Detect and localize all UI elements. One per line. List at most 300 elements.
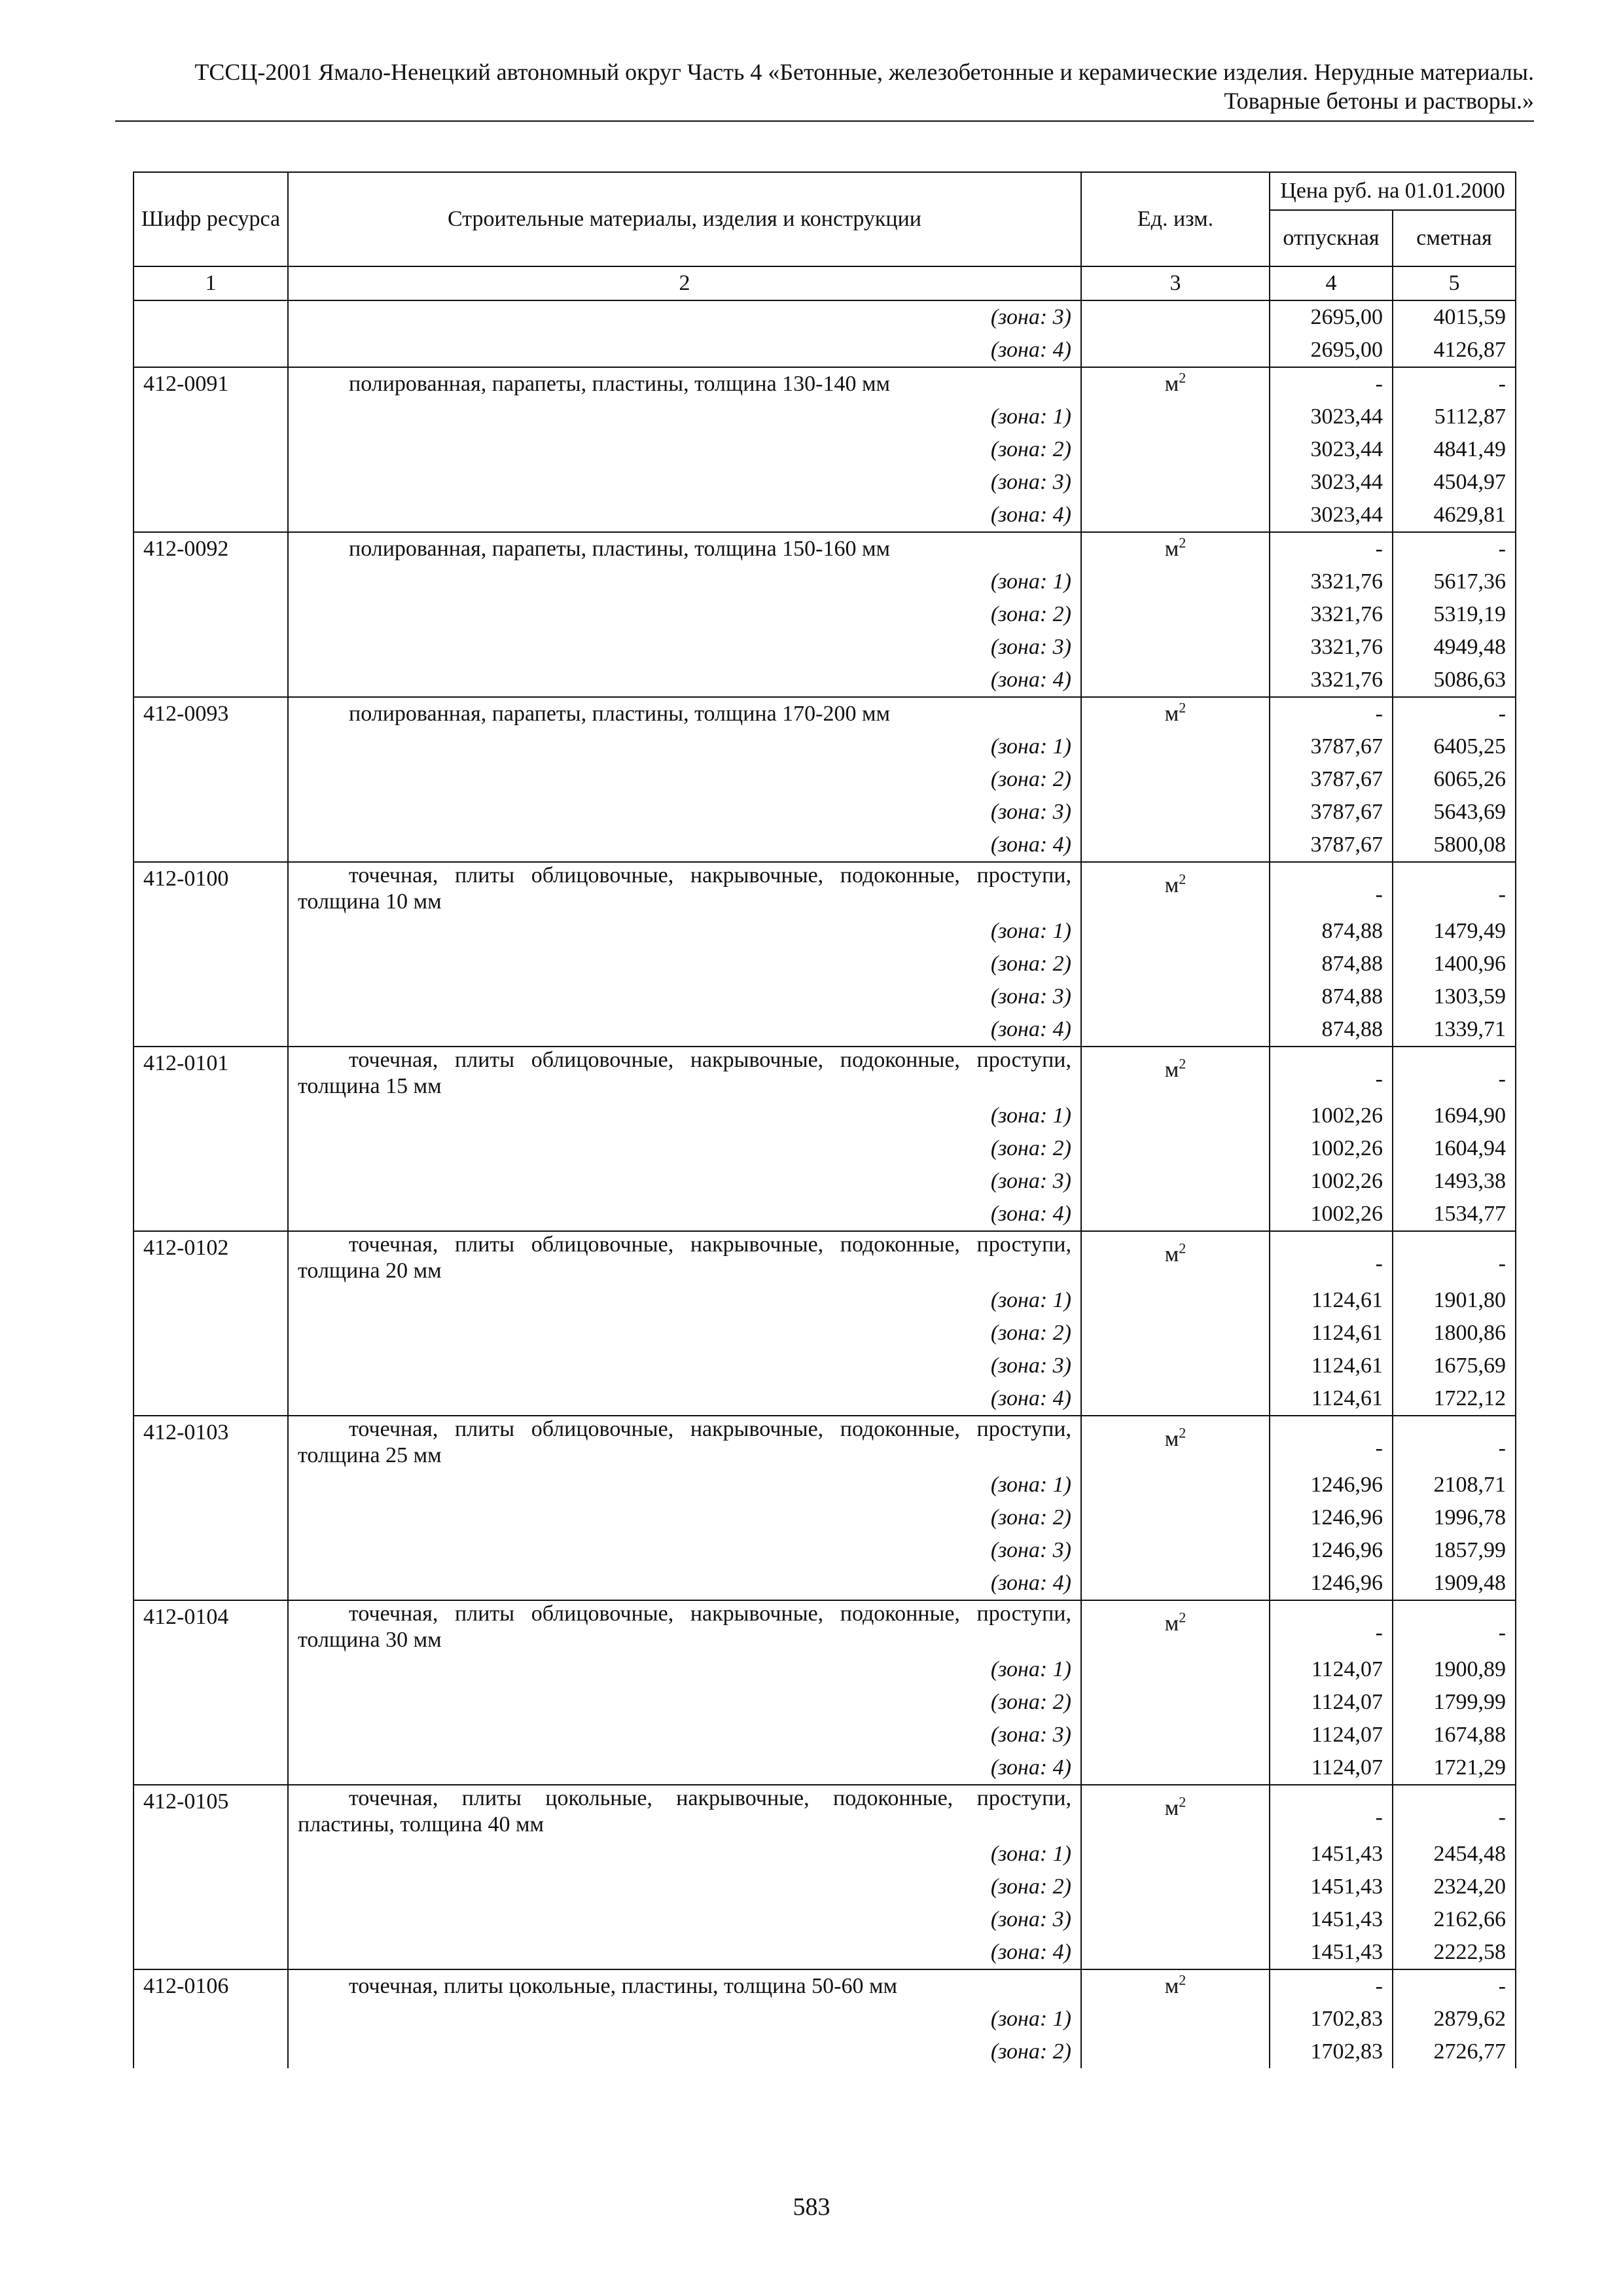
code-cell: [134, 1751, 288, 1785]
estimate-price: 1901,80: [1393, 1284, 1516, 1317]
resource-code: 412-0105: [134, 1785, 288, 1838]
unit-cell: [1081, 1469, 1270, 1501]
unit-base: м: [1164, 1974, 1179, 1998]
column-number-row: [134, 266, 1516, 300]
resource-code: 412-0102: [134, 1231, 288, 1284]
zone-label: (зона: 1): [288, 1100, 1081, 1132]
code-cell: [134, 1198, 288, 1231]
release-price: 874,88: [1270, 980, 1393, 1013]
price-table-body: [134, 300, 1516, 2068]
zone-label: (зона: 1): [288, 1284, 1081, 1317]
zone-row: [134, 1838, 1516, 1871]
zone-label: (зона: 2): [288, 433, 1081, 466]
estimate-price: 4841,49: [1393, 433, 1516, 466]
estimate-price: -: [1393, 532, 1516, 565]
estimate-price: 2324,20: [1393, 1871, 1516, 1903]
resource-code: 412-0106: [134, 1969, 288, 2003]
zone-label: (зона: 3): [288, 796, 1081, 829]
zone-row: [134, 1198, 1516, 1231]
unit-cell: [1081, 948, 1270, 980]
release-price: 1246,96: [1270, 1567, 1393, 1600]
zone-row: [134, 1350, 1516, 1382]
code-cell: [134, 829, 288, 862]
release-price: 3321,76: [1270, 565, 1393, 598]
zone-row: [134, 1501, 1516, 1534]
unit-exponent: 2: [1179, 870, 1186, 888]
estimate-price: -: [1393, 1231, 1516, 1284]
unit-cell: [1081, 598, 1270, 631]
unit-cell: [1081, 763, 1270, 796]
resource-code: 412-0100: [134, 862, 288, 915]
zone-label: (зона: 2): [288, 763, 1081, 796]
zone-row: [134, 730, 1516, 763]
code-cell: [134, 664, 288, 697]
unit-base: м: [1164, 1058, 1179, 1082]
estimate-price: 2879,62: [1393, 2003, 1516, 2036]
unit-of-measure: [1081, 367, 1270, 401]
zone-row: [134, 829, 1516, 862]
zone-row: [134, 1903, 1516, 1936]
item-row: [134, 697, 1516, 730]
zone-label: (зона: 4): [288, 1382, 1081, 1416]
release-price: 1124,07: [1270, 1751, 1393, 1785]
unit-cell: [1081, 1350, 1270, 1382]
zone-label: (зона: 4): [288, 499, 1081, 532]
release-price: 1451,43: [1270, 1871, 1393, 1903]
release-price: -: [1270, 697, 1393, 730]
unit-base: м: [1164, 1611, 1179, 1636]
release-price: -: [1270, 1416, 1393, 1469]
header-name: Строительные материалы, изделия и конструкции: [288, 172, 1081, 266]
zone-label: (зона: 2): [288, 2036, 1081, 2068]
unit-cell: [1081, 631, 1270, 664]
release-price: 1124,07: [1270, 1653, 1393, 1686]
code-cell: [134, 1534, 288, 1567]
release-price: -: [1270, 1600, 1393, 1653]
column-number: 5: [1393, 266, 1516, 300]
estimate-price: 4629,81: [1393, 499, 1516, 532]
column-number: 1: [134, 266, 288, 300]
unit-cell: [1081, 1871, 1270, 1903]
release-price: -: [1270, 862, 1393, 915]
release-price: 3787,67: [1270, 829, 1393, 862]
header-line-2: Товарные бетоны и растворы.»: [1224, 88, 1534, 114]
zone-label: (зона: 2): [288, 948, 1081, 980]
release-price: 1702,83: [1270, 2036, 1393, 2068]
code-cell: [134, 1317, 288, 1350]
estimate-price: 1675,69: [1393, 1350, 1516, 1382]
unit-cell: [1081, 1317, 1270, 1350]
column-number: 3: [1081, 266, 1270, 300]
unit-of-measure: [1081, 1969, 1270, 2003]
item-row: [134, 1231, 1516, 1284]
zone-row: [134, 1567, 1516, 1600]
unit-exponent: 2: [1179, 1424, 1186, 1441]
header-code: Шифр ресурса: [134, 172, 288, 266]
code-cell: [134, 565, 288, 598]
code-cell: [134, 1350, 288, 1382]
zone-label: (зона: 1): [288, 915, 1081, 948]
document-header: [115, 58, 1534, 115]
zone-label: (зона: 3): [288, 1165, 1081, 1198]
estimate-price: 4504,97: [1393, 466, 1516, 499]
zone-label: (зона: 2): [288, 1317, 1081, 1350]
resource-code: 412-0103: [134, 1416, 288, 1469]
unit-cell: [1081, 1100, 1270, 1132]
estimate-price: -: [1393, 1969, 1516, 2003]
zone-label: (зона: 3): [288, 631, 1081, 664]
code-cell: [134, 1013, 288, 1047]
unit-cell: [1081, 1284, 1270, 1317]
estimate-price: 1722,12: [1393, 1382, 1516, 1416]
zone-label: (зона: 2): [288, 1686, 1081, 1719]
unit-of-measure: [1081, 862, 1270, 915]
unit-cell: [1081, 1936, 1270, 1969]
unit-base: м: [1164, 1796, 1179, 1820]
code-cell: [134, 631, 288, 664]
estimate-price: 4949,48: [1393, 631, 1516, 664]
zone-row: [134, 2003, 1516, 2036]
estimate-price: 2222,58: [1393, 1936, 1516, 1969]
release-price: -: [1270, 1785, 1393, 1838]
unit-cell: [1081, 796, 1270, 829]
estimate-price: 5319,19: [1393, 598, 1516, 631]
zone-label: (зона: 1): [288, 730, 1081, 763]
release-price: 874,88: [1270, 948, 1393, 980]
code-cell: [134, 1501, 288, 1534]
estimate-price: 5112,87: [1393, 401, 1516, 433]
release-price: 1124,61: [1270, 1350, 1393, 1382]
zone-label: (зона: 4): [288, 1751, 1081, 1785]
item-row: [134, 862, 1516, 915]
resource-code: 412-0101: [134, 1047, 288, 1100]
unit-cell: [1081, 980, 1270, 1013]
code-cell: [134, 1469, 288, 1501]
release-price: 1002,26: [1270, 1100, 1393, 1132]
estimate-price: 1534,77: [1393, 1198, 1516, 1231]
estimate-price: 2726,77: [1393, 2036, 1516, 2068]
estimate-price: -: [1393, 862, 1516, 915]
unit-cell: [1081, 1838, 1270, 1871]
unit-cell: [1081, 466, 1270, 499]
header-divider: [115, 120, 1534, 122]
estimate-price: -: [1393, 1047, 1516, 1100]
code-cell: [134, 763, 288, 796]
release-price: 1124,61: [1270, 1317, 1393, 1350]
estimate-price: -: [1393, 697, 1516, 730]
estimate-price: 5617,36: [1393, 565, 1516, 598]
estimate-price: 1694,90: [1393, 1100, 1516, 1132]
code-cell: [134, 1719, 288, 1751]
release-price: 1451,43: [1270, 1903, 1393, 1936]
unit-cell: [1081, 1686, 1270, 1719]
unit-cell: [1081, 1501, 1270, 1534]
zone-label: (зона: 2): [288, 1871, 1081, 1903]
estimate-price: 1674,88: [1393, 1719, 1516, 1751]
code-cell: [134, 948, 288, 980]
item-row: [134, 367, 1516, 401]
resource-code: 412-0092: [134, 532, 288, 565]
release-price: 874,88: [1270, 915, 1393, 948]
unit-exponent: 2: [1179, 1793, 1186, 1810]
estimate-price: 1400,96: [1393, 948, 1516, 980]
zone-row: [134, 1132, 1516, 1165]
release-price: 3023,44: [1270, 499, 1393, 532]
release-price: 1002,26: [1270, 1132, 1393, 1165]
zone-label: (зона: 3): [288, 1534, 1081, 1567]
code-cell: [134, 1382, 288, 1416]
unit-base: м: [1164, 1427, 1179, 1451]
code-cell: [134, 300, 288, 334]
release-price: 1002,26: [1270, 1198, 1393, 1231]
unit-cell: [1081, 1751, 1270, 1785]
zone-row: [134, 1534, 1516, 1567]
code-cell: [134, 598, 288, 631]
unit-cell: [1081, 1198, 1270, 1231]
zone-row: [134, 1284, 1516, 1317]
release-price: 1002,26: [1270, 1165, 1393, 1198]
release-price: -: [1270, 1047, 1393, 1100]
code-cell: [134, 915, 288, 948]
release-price: 1124,07: [1270, 1686, 1393, 1719]
unit-cell: [1081, 1382, 1270, 1416]
header-estimate-price: сметная: [1393, 210, 1516, 266]
zone-row: [134, 1100, 1516, 1132]
zone-row: [134, 401, 1516, 433]
unit-exponent: 2: [1179, 1240, 1186, 1257]
release-price: 3321,76: [1270, 598, 1393, 631]
zone-label: (зона: 3): [288, 466, 1081, 499]
zone-label: (зона: 4): [288, 334, 1081, 367]
release-price: -: [1270, 367, 1393, 401]
material-description: точечная, плиты облицовочные, накрывочные, подоконные, проступи, толщина 25 мм: [288, 1416, 1081, 1469]
unit-of-measure: [1081, 1231, 1270, 1284]
estimate-price: 6065,26: [1393, 763, 1516, 796]
zone-row: [134, 334, 1516, 367]
estimate-price: 4015,59: [1393, 300, 1516, 334]
code-cell: [134, 2036, 288, 2068]
release-price: 1246,96: [1270, 1501, 1393, 1534]
unit-cell: [1081, 334, 1270, 367]
unit-cell: [1081, 1567, 1270, 1600]
unit-cell: [1081, 1653, 1270, 1686]
unit-exponent: 2: [1179, 369, 1186, 386]
resource-code: 412-0093: [134, 697, 288, 730]
header-release-price: отпускная: [1270, 210, 1393, 266]
release-price: 1451,43: [1270, 1936, 1393, 1969]
unit-cell: [1081, 565, 1270, 598]
zone-row: [134, 1751, 1516, 1785]
estimate-price: 1800,86: [1393, 1317, 1516, 1350]
zone-row: [134, 631, 1516, 664]
unit-base: м: [1164, 537, 1179, 561]
price-table: [133, 171, 1516, 2068]
header-unit: Ед. изм.: [1081, 172, 1270, 266]
estimate-price: 1479,49: [1393, 915, 1516, 948]
zone-label: (зона: 3): [288, 980, 1081, 1013]
unit-exponent: 2: [1179, 699, 1186, 716]
zone-row: [134, 1719, 1516, 1751]
estimate-price: 2162,66: [1393, 1903, 1516, 1936]
item-row: [134, 1600, 1516, 1653]
unit-of-measure: [1081, 697, 1270, 730]
zone-row: [134, 1317, 1516, 1350]
unit-exponent: 2: [1179, 1055, 1186, 1072]
item-row: [134, 1969, 1516, 2003]
estimate-price: 1799,99: [1393, 1686, 1516, 1719]
estimate-price: 5800,08: [1393, 829, 1516, 862]
zone-label: (зона: 2): [288, 1501, 1081, 1534]
unit-cell: [1081, 730, 1270, 763]
unit-cell: [1081, 2003, 1270, 2036]
estimate-price: 1604,94: [1393, 1132, 1516, 1165]
column-number: 4: [1270, 266, 1393, 300]
estimate-price: 1493,38: [1393, 1165, 1516, 1198]
code-cell: [134, 1567, 288, 1600]
release-price: 1246,96: [1270, 1534, 1393, 1567]
zone-label: (зона: 2): [288, 598, 1081, 631]
zone-row: [134, 2036, 1516, 2068]
release-price: 1702,83: [1270, 2003, 1393, 2036]
estimate-price: 1996,78: [1393, 1501, 1516, 1534]
column-number: 2: [288, 266, 1081, 300]
unit-cell: [1081, 915, 1270, 948]
code-cell: [134, 730, 288, 763]
unit-base: м: [1164, 702, 1179, 726]
unit-exponent: 2: [1179, 534, 1186, 551]
code-cell: [134, 1686, 288, 1719]
estimate-price: 6405,25: [1393, 730, 1516, 763]
estimate-price: 1909,48: [1393, 1567, 1516, 1600]
estimate-price: 5086,63: [1393, 664, 1516, 697]
code-cell: [134, 980, 288, 1013]
zone-row: [134, 948, 1516, 980]
release-price: 2695,00: [1270, 300, 1393, 334]
estimate-price: -: [1393, 1785, 1516, 1838]
zone-label: (зона: 3): [288, 1719, 1081, 1751]
release-price: 3023,44: [1270, 401, 1393, 433]
unit-cell: [1081, 1903, 1270, 1936]
release-price: 1124,61: [1270, 1284, 1393, 1317]
estimate-price: 1900,89: [1393, 1653, 1516, 1686]
release-price: 3321,76: [1270, 631, 1393, 664]
unit-cell: [1081, 1719, 1270, 1751]
zone-row: [134, 1382, 1516, 1416]
unit-exponent: 2: [1179, 1609, 1186, 1626]
release-price: 874,88: [1270, 1013, 1393, 1047]
item-row: [134, 1047, 1516, 1100]
zone-row: [134, 598, 1516, 631]
code-cell: [134, 1936, 288, 1969]
estimate-price: 4126,87: [1393, 334, 1516, 367]
estimate-price: 2454,48: [1393, 1838, 1516, 1871]
zone-row: [134, 915, 1516, 948]
unit-exponent: 2: [1179, 1971, 1186, 1988]
zone-label: (зона: 1): [288, 565, 1081, 598]
release-price: -: [1270, 1231, 1393, 1284]
zone-row: [134, 796, 1516, 829]
material-description: точечная, плиты цокольные, накрывочные, подоконные, проступи, пластины, толщина 40 мм: [288, 1785, 1081, 1838]
estimate-price: 1721,29: [1393, 1751, 1516, 1785]
unit-cell: [1081, 1165, 1270, 1198]
zone-label: (зона: 4): [288, 829, 1081, 862]
material-description: точечная, плиты цокольные, пластины, толщина 50-60 мм: [288, 1969, 1081, 2003]
release-price: 3787,67: [1270, 763, 1393, 796]
release-price: 1451,43: [1270, 1838, 1393, 1871]
zone-row: [134, 1686, 1516, 1719]
unit-cell: [1081, 2036, 1270, 2068]
release-price: 3787,67: [1270, 796, 1393, 829]
zone-row: [134, 466, 1516, 499]
release-price: 1124,07: [1270, 1719, 1393, 1751]
release-price: 2695,00: [1270, 334, 1393, 367]
zone-row: [134, 1165, 1516, 1198]
unit-of-measure: [1081, 1047, 1270, 1100]
unit-of-measure: [1081, 532, 1270, 565]
unit-of-measure: [1081, 1785, 1270, 1838]
zone-label: (зона: 4): [288, 1013, 1081, 1047]
unit-base: м: [1164, 372, 1179, 396]
code-cell: [134, 1871, 288, 1903]
zone-row: [134, 1653, 1516, 1686]
zone-label: (зона: 3): [288, 1350, 1081, 1382]
unit-cell: [1081, 829, 1270, 862]
material-description: точечная, плиты облицовочные, накрывочные, подоконные, проступи, толщина 30 мм: [288, 1600, 1081, 1653]
zone-label: (зона: 4): [288, 1936, 1081, 1969]
zone-label: (зона: 1): [288, 2003, 1081, 2036]
material-description: точечная, плиты облицовочные, накрывочные, подоконные, проступи, толщина 20 мм: [288, 1231, 1081, 1284]
release-price: 1246,96: [1270, 1469, 1393, 1501]
code-cell: [134, 1284, 288, 1317]
release-price: 1124,61: [1270, 1382, 1393, 1416]
header-line-1: ТССЦ-2001 Ямало-Ненецкий автономный округ Часть 4 «Бетонные, железобетонные и керамические изделия. Нерудные материалы.: [194, 59, 1534, 85]
release-price: 3787,67: [1270, 730, 1393, 763]
unit-cell: [1081, 1534, 1270, 1567]
zone-row: [134, 664, 1516, 697]
estimate-price: -: [1393, 367, 1516, 401]
material-description: полированная, парапеты, пластины, толщина 150-160 мм: [288, 532, 1081, 565]
release-price: 3321,76: [1270, 664, 1393, 697]
code-cell: [134, 796, 288, 829]
code-cell: [134, 1165, 288, 1198]
zone-row: [134, 1469, 1516, 1501]
code-cell: [134, 1132, 288, 1165]
code-cell: [134, 1903, 288, 1936]
code-cell: [134, 1653, 288, 1686]
zone-row: [134, 565, 1516, 598]
zone-row: [134, 980, 1516, 1013]
unit-cell: [1081, 401, 1270, 433]
zone-label: (зона: 4): [288, 1567, 1081, 1600]
unit-base: м: [1164, 1242, 1179, 1266]
release-price: -: [1270, 532, 1393, 565]
code-cell: [134, 499, 288, 532]
unit-of-measure: [1081, 1416, 1270, 1469]
code-cell: [134, 1100, 288, 1132]
zone-label: (зона: 1): [288, 1838, 1081, 1871]
zone-row: [134, 300, 1516, 334]
zone-label: (зона: 4): [288, 664, 1081, 697]
page-number: 583: [793, 2193, 830, 2221]
resource-code: 412-0091: [134, 367, 288, 401]
zone-label: (зона: 2): [288, 1132, 1081, 1165]
unit-base: м: [1164, 873, 1179, 897]
code-cell: [134, 1838, 288, 1871]
estimate-price: 1857,99: [1393, 1534, 1516, 1567]
code-cell: [134, 466, 288, 499]
zone-label: (зона: 4): [288, 1198, 1081, 1231]
estimate-price: 5643,69: [1393, 796, 1516, 829]
